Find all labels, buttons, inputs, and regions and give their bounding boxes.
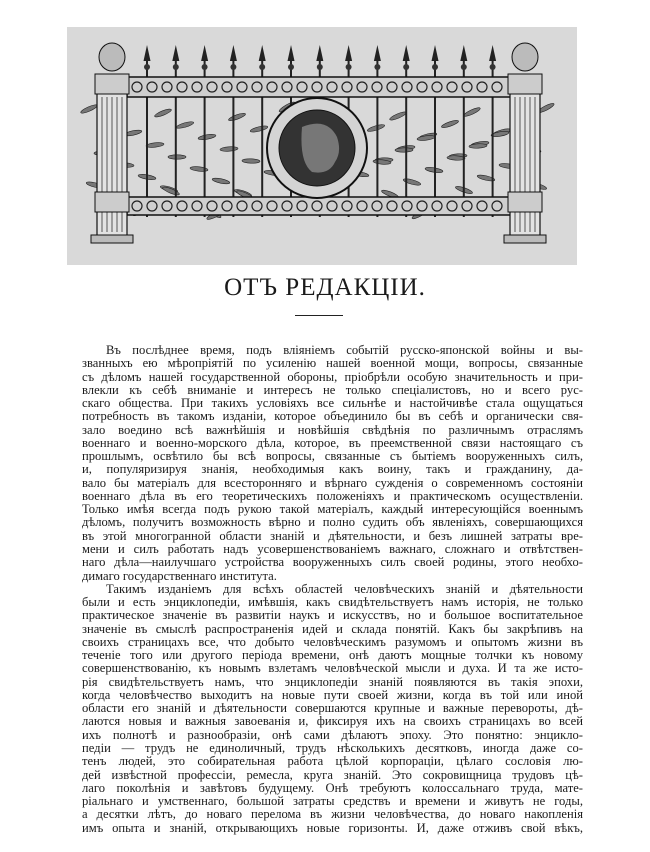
text-line: были и есть энциклопедіи, имѣвшія, какъ свидѣтельствуетъ намъ исторія, не только: [82, 596, 583, 610]
text-line: лаются новыя и важныя завоеванія и, фиксируя ихъ на своихъ страницахъ во всей: [82, 715, 583, 729]
text-line: военнаго дѣла въ его теоретическихъ положеніяхъ и практическомъ осуществленіи.: [82, 489, 583, 503]
text-line: Только имѣя всегда подъ рукою такой матеріалъ, каждый интересующійся военнымъ: [82, 503, 583, 517]
text-line: теченіе того или другого періода времени, онѣ даютъ мощные толчки къ новому: [82, 649, 583, 663]
text-line: зало воедино всѣ важнѣйшія и новѣйшія свѣдѣнія по различнымъ отраслямъ: [82, 423, 583, 437]
text-line: Въ послѣднее время, подъ вліяніемъ событій русско-японской войны и вы-: [106, 344, 583, 357]
text-line: рія свидѣтельствуетъ намъ, что энциклопедіи знаній появляются въ такія эпохи,: [82, 675, 583, 689]
text-line: тенъ людей, это собирательная работа цѣлой корпораціи, цѣлаго сословія лю-: [82, 755, 583, 769]
text-line: совершенствованію, къ новымъ взлетамъ человѣческой мысли и духа. И та же исто-: [82, 662, 583, 676]
header-illustration: [67, 27, 577, 265]
text-line: въ этой многогранной области знаній и дѣятельности, и безъ лишней затраты вре-: [82, 529, 583, 543]
text-line: лаго поколѣнія и завѣтовъ будущему. Онѣ требуютъ колоссальнаго труда, мате-: [82, 781, 583, 795]
text-line: ріальнаго и умственнаго, большой затраты средствъ и времени и живутъ не годы,: [82, 795, 583, 809]
text-line: дей извѣстной профессіи, ремесла, круга знаній. Это сокровищница трудовъ цѣ-: [82, 768, 583, 782]
fence-medallion-engraving-icon: [67, 27, 577, 265]
text-line: имъ опыта и знаній, открывающихъ новые горизонты. И, даже отживъ свой вѣкъ,: [82, 821, 583, 835]
text-line: военнаго и военно-морского дѣла, которое, въ преемственной связи настоящаго съ: [82, 436, 583, 450]
text-line: Такимъ изданіемъ для всѣхъ областей человѣческихъ знаній и дѣятельности: [106, 582, 583, 596]
title-divider: [295, 315, 343, 316]
text-line: мени и силъ работать надъ усовершенствованіемъ важнаго, сложнаго и отвѣтствен-: [82, 542, 583, 556]
text-line: области его знаній и дѣятельности совершаются крупные и важные перевороты, дѣ-: [82, 702, 583, 716]
article-body: [82, 344, 583, 835]
text-line: и, популяризируя знанія, необходимыя какъ воину, такъ и гражданину, да-: [82, 463, 583, 477]
text-line: влекли къ себѣ вниманіе и интересъ не только спеціалистовъ, но и всего рус-: [82, 383, 583, 397]
page-title: ОТЪ РЕДАКЦІИ.: [224, 274, 426, 301]
text-line: прошлымъ, освѣтило бы всѣ вопросы, связанные съ бытіемъ вооруженныхъ силъ,: [82, 450, 583, 464]
text-line: а десятки лѣтъ, до новаго перелома въ жизни человѣчества, до новаго накопленія: [82, 808, 583, 822]
text-line: когда человѣчество выходитъ на новые пути своей жизни, когда въ той или иной: [82, 688, 583, 702]
text-line: дѣломъ, получитъ возможность вѣрно и полно судить объ явленіяхъ, совершающихся: [82, 516, 583, 530]
text-line: скаго общества. При такихъ условіяхъ все сильнѣе и настойчивѣе стала ощущаться: [82, 397, 583, 411]
text-line: званныхъ ею мѣропріятій по усиленію нашей военной мощи, вопросы, связанные: [82, 357, 583, 371]
text-line: вало бы матеріалъ для всесторонняго и вѣрнаго сужденія о современномъ состояніи: [82, 476, 583, 490]
text-line: потребность въ такомъ изданіи, которое объединило бы въ себѣ и органически свя-: [82, 410, 583, 424]
text-line: наго дѣла—наилучшаго устройства вооруженныхъ силъ своей родины, этого необхо-: [82, 556, 583, 570]
text-line: практическое значеніе въ развитіи наукъ и искусствъ, но и большое воспитательное: [82, 609, 583, 623]
text-line: своихъ страницахъ все, что добыто человѣческимъ разумомъ и опытомъ жизни въ: [82, 635, 583, 649]
text-line: ихъ полнотѣ и разнообразіи, онѣ сами дѣлаютъ эпоху. Это понятно: энцикло-: [82, 728, 583, 742]
text-line: значеніе въ смыслѣ распространенія идей и склада понятій. Какъ бы закрѣпивъ на: [82, 622, 583, 636]
text-line: съ дѣломъ нашей государственной обороны, пріобрѣли особую значительность и при-: [82, 370, 583, 384]
text-line: педіи — трудъ не единоличный, трудъ нѣсколькихъ десятковъ, иногда даже со-: [82, 741, 583, 755]
text-line: димаго государственнаго института.: [82, 569, 277, 583]
